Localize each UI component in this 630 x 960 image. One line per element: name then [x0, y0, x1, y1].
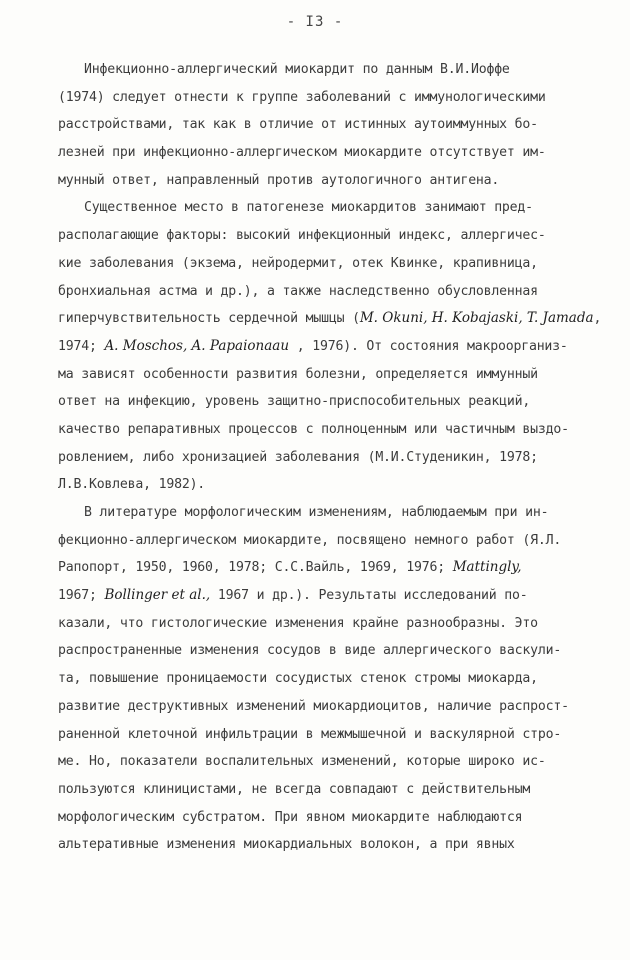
handwritten-citation: M. Okuni, H. Kobajaski, T. Jamada [359, 310, 594, 327]
text-line [58, 56, 608, 84]
typed-text: та, повышение проницаемости сосудистых стенок стромы миокарда, [58, 671, 538, 687]
typed-text: 1974; [58, 338, 105, 354]
typed-text: (1974) следует отнести к группе заболеваний с иммунологическими [58, 89, 546, 105]
typed-text: пользуются клиницистами, не всегда совпадают с действительным [58, 781, 531, 797]
typed-text: Л.В.Ковлева, 1982). [58, 477, 206, 493]
text-line [58, 388, 608, 416]
typed-text: , 1976). От состояния макроорганиз- [289, 338, 568, 354]
page-number: - I3 - [286, 14, 344, 30]
typed-text: фекционно-аллергическом миокардите, посвящено немного работ (Я.Л. [58, 532, 562, 548]
typed-text: развитие деструктивных изменений миокардиоцитов, наличие распрост- [58, 698, 569, 714]
typed-text: , [593, 311, 602, 327]
typed-text: альтеративные изменения миокардиальных волокон, а при явных [58, 837, 515, 853]
typed-text: кие заболевания (экзема, нейродермит, отек Квинке, крапивница, [58, 255, 538, 271]
typed-text: располагающие факторы: высокий инфекционный индекс, аллергичес- [58, 228, 546, 244]
text-line [58, 416, 608, 444]
text-line [58, 804, 608, 832]
text-line [58, 527, 608, 555]
typed-text: распространенные изменения сосудов в виде аллергического васкули- [58, 643, 562, 659]
handwritten-citation: Bollinger et al., [104, 587, 211, 604]
text-line [58, 361, 608, 389]
typed-text: Рапопорт, 1950, 1960, 1978; С.С.Вайль, 1969, 1976; [58, 560, 453, 576]
typed-text: 1967 и др.). Результаты исследований по- [210, 588, 528, 604]
text-line [58, 693, 608, 721]
typed-text: ме. Но, показатели воспалительных изменений, которые широко ис- [58, 754, 546, 770]
typed-text: бронхиальная астма и др.), а также наследственно обусловленная [58, 283, 538, 299]
text-line [58, 222, 608, 250]
text-line [58, 831, 608, 859]
text-line [58, 111, 608, 139]
typed-text: гиперчувствительность сердечной мышцы ( [58, 311, 360, 327]
text-line [58, 776, 608, 804]
text-line [58, 139, 608, 167]
text-line [58, 748, 608, 776]
text-line [58, 637, 608, 665]
body-text [58, 56, 608, 859]
typed-text: В литературе морфологическим изменениям, наблюдаемым при ин- [84, 505, 549, 520]
typed-text: раненной клеточной инфильтрации в межмышечной и васкулярной стро- [58, 726, 562, 742]
text-line [58, 194, 608, 222]
typed-text: ровлением, либо хронизацией заболевания (М.И.Студеникин, 1978; [58, 449, 538, 465]
text-line [58, 250, 608, 278]
typed-text: морфологическим субстратом. При явном миокардите наблюдаются [58, 809, 523, 825]
text-line [58, 84, 608, 112]
typed-text: качество репаративных процессов с полноценным или частичным выздо- [58, 421, 569, 437]
typed-text: расстройствами, так как в отличие от истинных аутоиммунных бо- [58, 117, 538, 133]
text-line [58, 278, 608, 306]
handwritten-citation: Mattingly, [452, 559, 522, 576]
handwritten-citation: A. Moschos, A. Papaionaau [104, 337, 290, 354]
text-line [58, 305, 608, 333]
typed-text: ма зависят особенности развития болезни, определяется иммунный [58, 366, 538, 382]
text-line [58, 499, 608, 527]
text-line [58, 554, 608, 582]
text-line [58, 167, 608, 195]
typed-text: казали, что гистологические изменения крайне разнообразны. Это [58, 615, 538, 631]
text-line [58, 721, 608, 749]
text-line [58, 610, 608, 638]
typed-text: ответ на инфекцию, уровень защитно-приспособительных реакций, [58, 394, 531, 410]
typed-text: лезней при инфекционно-аллергическом миокардите отсутствует им- [58, 145, 546, 161]
text-line [58, 582, 608, 610]
text-line [58, 333, 608, 361]
typed-text: Существенное место в патогенезе миокардитов занимают пред- [84, 200, 533, 216]
typed-text: мунный ответ, направленный против аутологичного антигена. [58, 172, 500, 188]
typed-text: 1967; [58, 588, 105, 604]
text-line [58, 665, 608, 693]
text-line [58, 471, 608, 499]
text-line [58, 444, 608, 472]
typed-text: Инфекционно-аллергический миокардит по данным В.И.Иоффе [84, 62, 510, 77]
